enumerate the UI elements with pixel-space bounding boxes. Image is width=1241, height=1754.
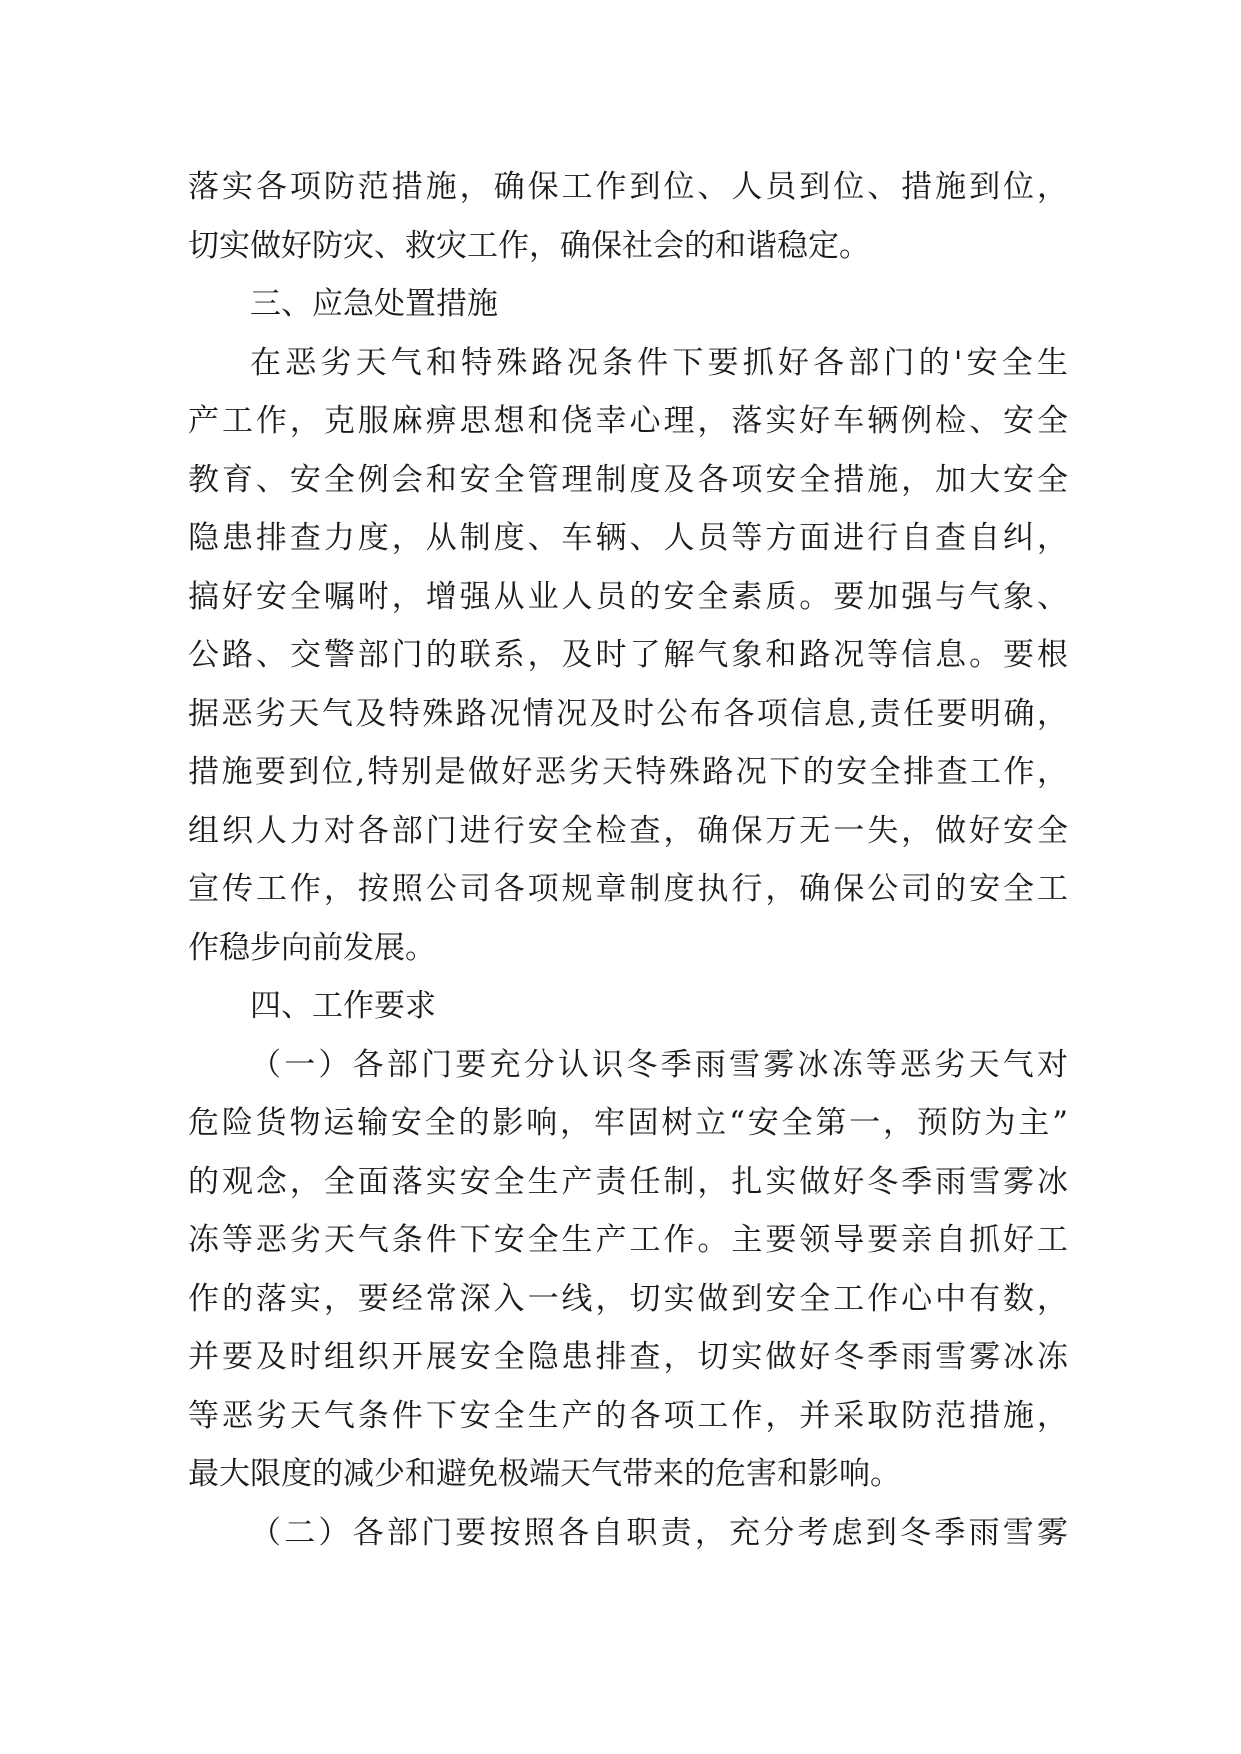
- text-line: （二）各部门要按照各自职责，充分考虑到冬季雨雪雾: [250, 1514, 1068, 1551]
- text-line: 隐患排查力度，从制度、车辆、人员等方面进行自查自纠，: [188, 520, 1068, 556]
- text-line: 在恶劣天气和特殊路况条件下要抓好各部门的'安全生: [250, 344, 1068, 381]
- text-line: 产工作，克服麻痹思想和侥幸心理，落实好车辆例检、安全: [188, 403, 1068, 439]
- text-line: 最大限度的减少和避免极端天气带来的危害和影响。: [188, 1456, 901, 1492]
- document-page: [188, 158, 1068, 1562]
- text-line: 冻等恶劣天气条件下安全生产工作。主要领导要亲自抓好工: [188, 1222, 1068, 1258]
- text-line: 据恶劣天气及特殊路况情况及时公布各项信息,责任要明确，: [188, 695, 1068, 732]
- text-line: 危险货物运输安全的影响，牢固树立“安全第一，预防为主”: [188, 1105, 1068, 1141]
- text-line: 作的落实，要经常深入一线，切实做到安全工作心中有数，: [188, 1280, 1068, 1317]
- text-line: 搞好安全嘱咐，增强从业人员的安全素质。要加强与气象、: [188, 578, 1068, 615]
- text-line: 宣传工作，按照公司各项规章制度执行，确保公司的安全工: [188, 871, 1068, 907]
- text-line: 的观念，全面落实安全生产责任制，扎实做好冬季雨雪雾冰: [188, 1163, 1068, 1200]
- text-line: 并要及时组织开展安全隐患排查，切实做好冬季雨雪雾冰冻: [188, 1339, 1068, 1375]
- text-line: 组织人力对各部门进行安全检查，确保万无一失，做好安全: [188, 812, 1068, 849]
- text-line: 教育、安全例会和安全管理制度及各项安全措施，加大安全: [188, 461, 1068, 498]
- text-line: 切实做好防灾、救灾工作，确保社会的和谐稳定。: [188, 227, 870, 264]
- section-heading: 四、工作要求: [250, 988, 436, 1024]
- text-line: 作稳步向前发展。: [188, 929, 436, 966]
- text-line: 公路、交警部门的联系，及时了解气象和路况等信息。要根: [188, 637, 1068, 673]
- section-heading: 三、应急处置措施: [250, 286, 498, 322]
- text-line: 等恶劣天气条件下安全生产的各项工作，并采取防范措施，: [188, 1397, 1068, 1434]
- text-line: 措施要到位,特别是做好恶劣天特殊路况下的安全排查工作，: [188, 754, 1068, 790]
- text-line: （一）各部门要充分认识冬季雨雪雾冰冻等恶劣天气对: [250, 1046, 1068, 1083]
- text-line: 落实各项防范措施，确保工作到位、人员到位、措施到位，: [188, 169, 1068, 205]
